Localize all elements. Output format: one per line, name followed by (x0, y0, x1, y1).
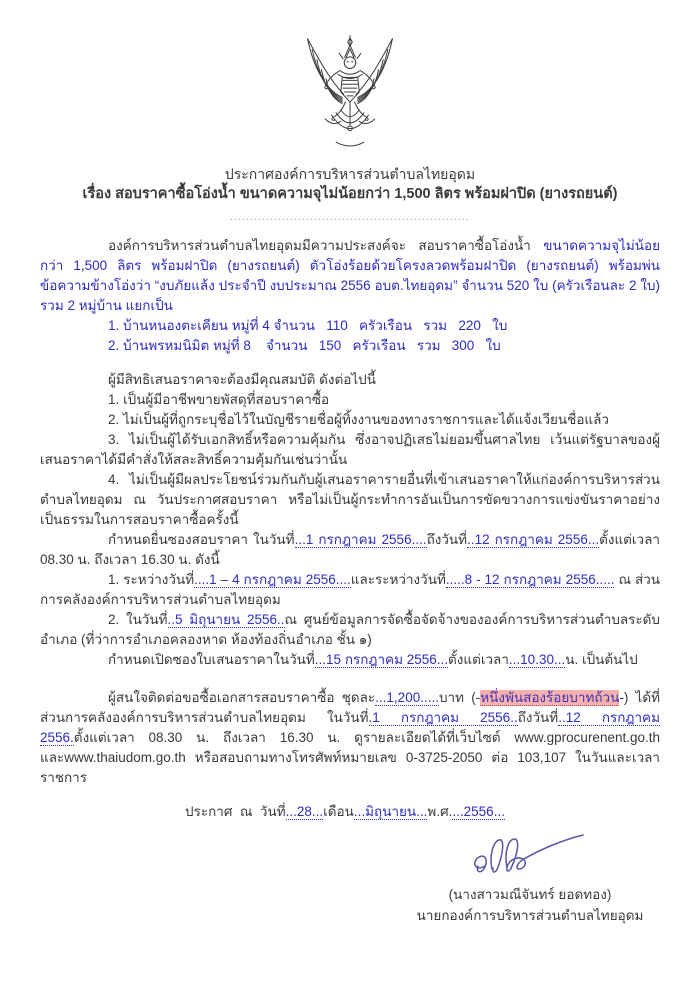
submission-start-date-filled: ...1 กรกฎาคม 2556.... (294, 532, 427, 547)
place2-text-1: 2. ในวันที่ (108, 612, 168, 627)
announcement-date-line (40, 802, 660, 822)
purchase-text-5: ตั้งแต่เวลา 08.30 น. ถึงเวลา 16.30 น. ดูรายละเอียดได้ที่เว็บไซต์ (73, 730, 515, 745)
purchase-price-filled: ...1,200..... (375, 690, 439, 705)
qualifications-heading: ผู้มีสิทธิเสนอราคาจะต้องมีคุณสมบัติ ดังต่อไปนี้ (108, 372, 376, 387)
submission-place-1 (40, 570, 660, 610)
announce-month-filled: ...มิถุนายน... (353, 804, 428, 819)
announcement-subject-title: เรื่อง สอบราคาซื้อโอ่งน้ำ ขนาดความจุไม่น้อยกว่า 1,500 ลิตร พร้อมฝาปิด (ยางรถยนต์) (82, 186, 618, 202)
purchase-text-3: -) ได้ที่ ส่วนการคลังองค์การบริหารส่วนตำบลไทยอุดม ในวันที่ (40, 690, 660, 725)
intro-text-black: องค์การบริหารส่วนตำบลไทยอุดมมีความประสงค์จะ สอบราคาซื้อโอ่งน้ำ (108, 238, 544, 253)
opening-text-3: น. เป็นต้นไป (565, 652, 638, 667)
qualification-item-2: 2. ไม่เป็นผู้ที่ถูกระบุชื่อไว้ในบัญชีรายชื่อผู้ทิ้งงานของทางราชการและได้แจ้งเวียนชื่อแล้ว (108, 412, 609, 427)
intro-paragraph (40, 236, 660, 316)
announce-text-3: พ.ศ. (427, 804, 453, 819)
qualification-item-3: 3. ไม่เป็นผู้ได้รับเอกสิทธิ์หรือความคุ้มกัน ซึ่งอาจปฏิเสธไม่ยอมขึ้นศาลไทย เว้นแต่รัฐบาลของผู้เสนอราคาได้มีคำสั่งให้สละสิทธิ์ความคุ้มกันเช่นว่านั้น (40, 432, 660, 467)
purchase-text-6: และ (40, 750, 65, 765)
qualification-item-1: 1. เป็นผู้มีอาชีพขายพัสดุที่สอบราคาซื้อ (108, 392, 330, 407)
place1-range-2-filled: .....8 - 12 กรกฎาคม 2556..... (445, 572, 615, 587)
purchase-text-4: ถึงวันที่ (517, 710, 559, 725)
document-body (0, 236, 700, 926)
submission-text-1: กำหนดยื่นซองสอบราคา ในวันที่ (108, 532, 295, 547)
place1-text-3: ณ ส่วนการคลังองค์การบริหารส่วนตำบลไทยอุดม (40, 572, 661, 607)
village-line-2: 2. บ้านพรหมนิมิต หมู่ที่ 8 จำนวน 150 ครัวเรือน รวม 300 ใบ (108, 338, 501, 353)
emblem-container (0, 0, 700, 152)
signer-name: (นางสาวมณีจันทร์ ยอดทอง) (448, 887, 612, 902)
purchase-start-date-filled: .1 กรกฎาคม 2556.. (368, 710, 518, 725)
intro-text-blue: ขนาดความจุไม่น้อยกว่า 1,500 ลิตร พร้อมฝาปิด (ยางรถยนต์) ตัวโอ่งร้อยด้วยโครงลวดพร้อมฝาปิด (ยางรถยนต์) พร้อมพ่นข้อความข้างโอ่งว่า “งบภัยแล้ง ประจำปี งบประมาณ 2556 อบต.ไทยอุดม” จำนวน 520 ใบ (ครัวเรือนละ 2 ใบ) รวม 2 หมู่บ้าน แยกเป็น (40, 238, 660, 313)
purchase-text-7: หรือสอบถามทางโทรศัพท์หมายเลข 0-3725-2050 ต่อ 103,107 ในวันและเวลาราชการ (40, 750, 660, 785)
place1-text-2: และระหว่างวันที่ (350, 572, 446, 587)
place2-date-filled: ..5 มิถุนายน 2556.. (167, 612, 285, 627)
signer-title: นายกองค์การบริหารส่วนตำบลไทยอุดม (416, 908, 644, 923)
purchase-end-date-filled: ..12 กรกฎาคม 2556. (40, 710, 660, 745)
submission-place-2 (40, 610, 660, 650)
bid-opening-paragraph (40, 650, 660, 670)
village-line-1: 1. บ้านหนองตะเคียน หมู่ที่ 4 จำนวน 110 ครัวเรือน รวม 220 ใบ (108, 318, 508, 333)
subdistrict-website-url: www.thaiudom.go.th (64, 750, 186, 765)
procurement-website-url: www.gprocurenent.go.th (514, 730, 660, 745)
purchase-text-1: ผู้สนใจติดต่อขอซื้อเอกสารสอบราคาซื้อ ชุดละ (108, 690, 376, 705)
announcement-org-title: ประกาศองค์การบริหารส่วนตำบลไทยอุดม (224, 166, 476, 182)
submission-schedule-paragraph (40, 530, 660, 570)
submission-text-2: ถึงวันที่ (426, 532, 468, 547)
opening-time-filled: ...10.30... (508, 652, 566, 667)
signature-block (370, 826, 690, 926)
document-purchase-paragraph (40, 688, 660, 788)
announce-day-filled: ...28... (285, 804, 324, 819)
submission-end-date-filled: ..12 กรกฎาคม 2556... (467, 532, 600, 547)
dotted-divider: ............................................................ (229, 212, 471, 222)
place1-range-1-filled: ....1 – 4 กรกฎาคม 2556.... (194, 572, 351, 587)
purchase-text-2: บาท (- (438, 690, 481, 705)
opening-date-filled: ...15 กรกฎาคม 2556... (314, 652, 449, 667)
purchase-amount-highlighted: หนึ่งพันสองร้อยบาทถ้วน (480, 690, 620, 705)
opening-text-1: กำหนดเปิดซองใบเสนอราคาในวันที่ (108, 652, 315, 667)
announce-year-filled: ...2556... (452, 804, 505, 819)
opening-text-2: ตั้งแต่เวลา (448, 652, 509, 667)
handwritten-signature-icon (455, 826, 605, 882)
qualification-item-4: 4. ไม่เป็นผู้มีผลประโยชน์ร่วมกันกับผู้เสนอราคารายอื่นที่เข้าเสนอราคาให้แก่องค์การบริหารส่วนตำบลไทยอุดม ณ วันประกาศสอบราคา หรือไม่เป็นผู้กระทำการอันเป็นการขัดขวางการแข่งขันราคาอย่างเป็นธรรมในการสอบราคาซื้อครั้งนี้ (40, 472, 660, 527)
submission-text-3: ตั้งแต่เวลา 08.30 น. ถึงเวลา 16.30 น. ดังนี้ (40, 532, 660, 567)
announce-text-2: เดือน (323, 804, 354, 819)
place2-text-2: ณ ศูนย์ข้อมูลการจัดซื้อจัดจ้างขององค์การบริหารส่วนตำบลระดับอำเภอ (ที่ว่าการอำเภอคลองหาด ห้องท้องถิ่นอำเภอ ชั้น ๑) (40, 612, 660, 647)
announce-text-1: ประกาศ ณ วันที่ (185, 804, 286, 819)
place1-text-1: 1. ระหว่างวันที่ (108, 572, 195, 587)
garuda-emblem-icon (296, 32, 404, 152)
